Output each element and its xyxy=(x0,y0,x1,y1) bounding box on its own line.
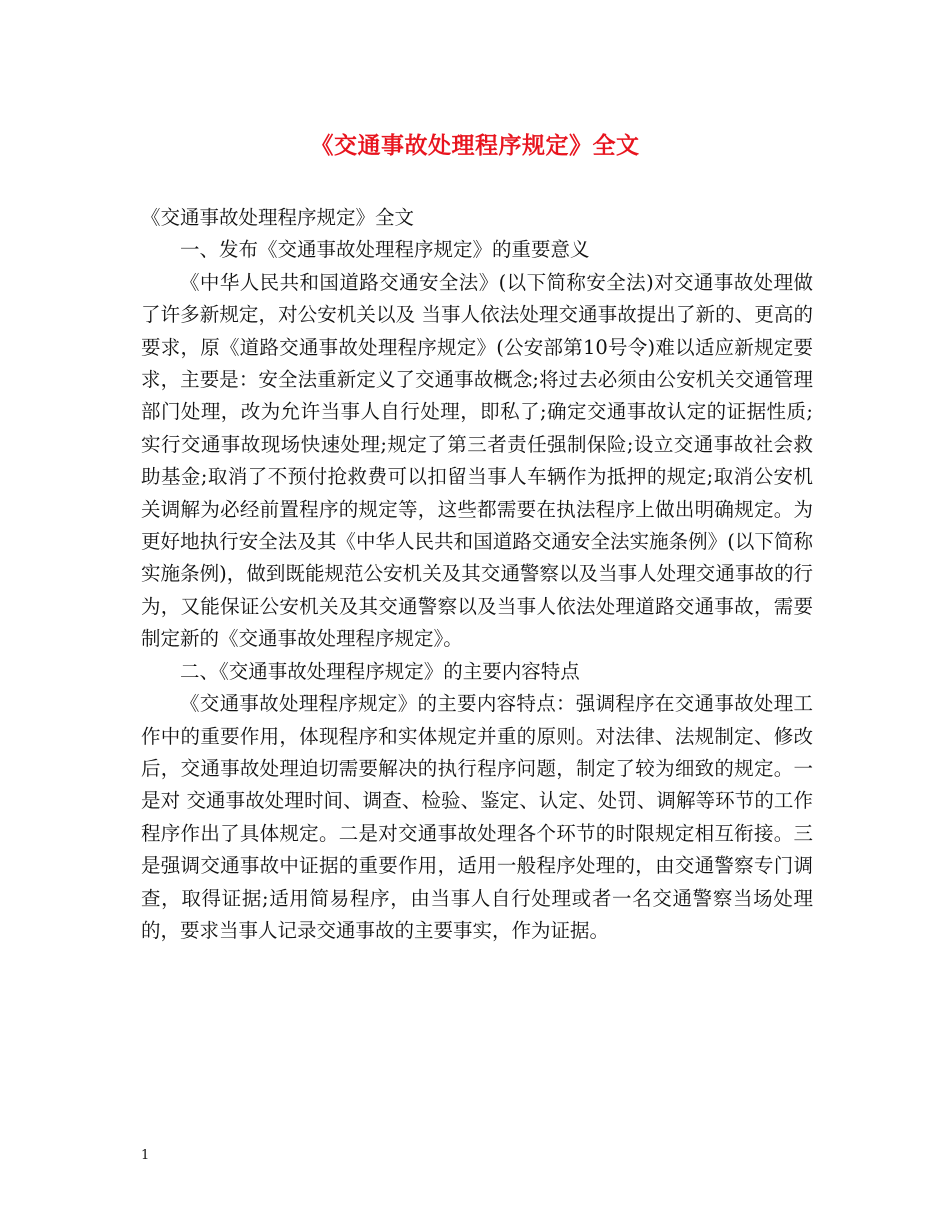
document-subtitle: 《交通事故处理程序规定》全文 xyxy=(141,206,415,229)
section-2-heading: 二、《交通事故处理程序规定》的主要内容特点 xyxy=(180,659,580,683)
page-title: 《交通事故处理程序规定》全文 xyxy=(310,132,640,159)
section-1-paragraph: 《中华人民共和国道路交通安全法》(以下简称安全法)对交通事故处理做了许多新规定，对公安机关以及 当事人依法处理交通事故提出了新的、更高的要求，原《道路交通事故处理程序规定》(公安部第10号令)难以适应新规定要求，主要是：安全法重新定义了交通事故概念;将过去必须由公安机关交通管理部门处理，改为允许当事人自行处理，即私了;确定交通事故认定的证据性质;实行交通事故现场快速处理;规定了第三者责任强制保险;设立交通事故社会救助基金;取消了不预付抢救费可以扣留当事人车辆作为抵押的规定;取消公安机关调解为必经前置程序的规定等，这些都需要在执法程序上做出明确规定。为更好地执行安全法及其《中华人民共和国道路交通安全法实施条例》(以下简称实施条例)，做到既能规范公安机关及其交通警察以及当事人处理交通事故的行为，又能保证公安机关及其交通警察以及当事人依法处理道路交通事故，需要制定新的《交通事故处理程序规定》。 xyxy=(141,270,813,651)
section-2-paragraph: 《交通事故处理程序规定》的主要内容特点：强调程序在交通事故处理工作中的重要作用，体现程序和实体规定并重的原则。对法律、法规制定、修改后，交通事故处理迫切需要解决的执行程序问题，制定了较为细致的规定。一是对 交通事故处理时间、调查、检验、鉴定、认定、处罚、调解等环节的工作程序作出了具体规定。二是对交通事故处理各个环节的时限规定相互衔接。三是强调交通事故中证据的重要作用，适用一般程序处理的，由交通警察专门调查，取得证据;适用简易程序，由当事人自行处理或者一名交通警察当场处理的，要求当事人记录交通事故的主要事实，作为证据。 xyxy=(141,692,813,942)
document-body xyxy=(141,202,813,947)
section-1-heading: 一、发布《交通事故处理程序规定》的重要意义 xyxy=(180,238,590,262)
page-number: 1 xyxy=(141,1148,150,1163)
